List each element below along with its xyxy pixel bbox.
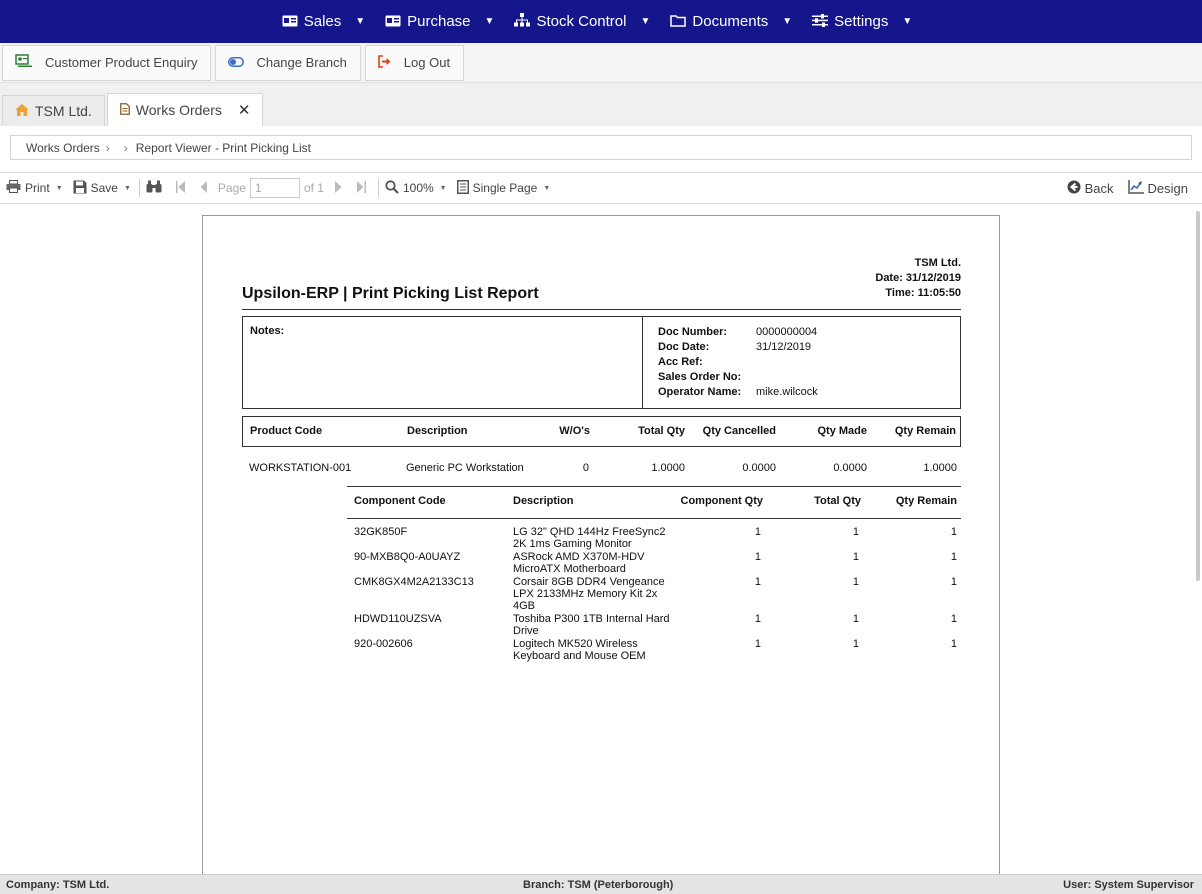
component-qty: 1 <box>754 526 761 538</box>
component-code: 32GK850F <box>354 526 408 538</box>
magnifier-icon <box>385 180 399 197</box>
component-qty: 1 <box>754 613 761 625</box>
design-button[interactable] <box>1128 180 1188 197</box>
design-label: Design <box>1147 180 1188 196</box>
single-page-icon <box>457 180 469 197</box>
caret-down-icon: ▼ <box>123 184 131 192</box>
toolbar-right <box>1067 173 1202 203</box>
page-count <box>304 181 324 195</box>
component-qty-remain: 1 <box>950 526 957 538</box>
zoom-dropdown[interactable] <box>385 180 447 197</box>
status-bar <box>0 874 1202 894</box>
product-qty-remain: 1.0000 <box>923 462 957 474</box>
component-total-qty: 1 <box>852 551 859 563</box>
product-qty-cancelled: 0.0000 <box>742 462 776 474</box>
document-icon <box>120 103 130 118</box>
header-qty-remain: Qty Remain <box>894 425 956 437</box>
header-wos: W/O's <box>559 425 590 437</box>
next-page-icon <box>334 181 342 196</box>
previous-page-button[interactable] <box>200 181 246 196</box>
product-qty-made: 0.0000 <box>833 462 867 474</box>
caret-down-icon: ▼ <box>355 16 366 27</box>
breadcrumb-separator: › <box>123 140 128 155</box>
home-icon <box>15 104 29 119</box>
user-product-icon <box>15 54 33 71</box>
component-total-qty: 1 <box>852 613 859 625</box>
tab-strip <box>0 83 1202 126</box>
caret-down-icon: ▼ <box>484 16 495 27</box>
component-code: 90-MXB8Q0-A0UAYZ <box>354 551 461 563</box>
header-qty-cancelled: Qty Cancelled <box>702 425 776 437</box>
change-branch-button[interactable] <box>215 45 360 81</box>
caret-down-icon: ▼ <box>782 16 793 27</box>
change-branch-label: Change Branch <box>256 55 347 70</box>
toggle-icon <box>228 55 244 70</box>
log-out-button[interactable] <box>365 45 464 81</box>
tab-home[interactable] <box>2 95 105 126</box>
component-description: Logitech MK520 Wireless Keyboard and Mouse OEM <box>513 638 646 662</box>
doc-date-value: 31/12/2019 <box>756 341 812 353</box>
save-button[interactable] <box>73 180 131 197</box>
id-card-icon <box>385 14 401 30</box>
component-qty: 1 <box>754 576 761 588</box>
component-description: ASRock AMD X370M-HDV MicroATX Motherboard <box>513 551 645 575</box>
nav-purchase[interactable] <box>385 13 502 30</box>
customer-product-enquiry-button[interactable] <box>2 45 211 81</box>
caret-down-icon: ▼ <box>439 184 447 192</box>
log-out-label: Log Out <box>403 55 451 70</box>
component-qty: 1 <box>754 638 761 650</box>
component-description: Corsair 8GB DDR4 Vengeance LPX 2133MHz Memory Kit 2x 4GB <box>513 576 665 612</box>
printer-icon <box>6 180 21 196</box>
nav-stock-control-label: Stock Control <box>536 13 627 30</box>
nav-stock-control[interactable] <box>514 13 658 30</box>
nav-sales[interactable] <box>282 13 373 30</box>
operator-name-value: mike.wilcock <box>756 386 818 398</box>
component-total-qty: 1 <box>852 638 859 650</box>
report-company-block <box>875 256 961 301</box>
id-card-icon <box>282 14 298 30</box>
notes-label: Notes: <box>250 325 285 337</box>
report-page <box>202 215 1000 874</box>
product-wos: 0 <box>582 462 589 474</box>
sitemap-icon <box>514 13 530 30</box>
nav-documents-label: Documents <box>692 13 769 30</box>
component-description: Toshiba P300 1TB Internal Hard Drive <box>513 613 670 637</box>
component-total-qty: 1 <box>852 526 859 538</box>
breadcrumb-separator: › <box>105 140 110 155</box>
notes-divider <box>642 317 643 408</box>
component-qty-remain: 1 <box>950 638 957 650</box>
report-time: Time: 11:05:50 <box>885 287 961 299</box>
product-total-qty: 1.0000 <box>651 462 685 474</box>
component-qty: 1 <box>754 551 761 563</box>
product-row <box>242 462 961 478</box>
component-qty-remain: 1 <box>950 613 957 625</box>
print-button[interactable] <box>6 180 63 196</box>
header-component-total-qty: Total Qty <box>814 495 861 507</box>
nav-sales-label: Sales <box>303 13 342 30</box>
top-navigation <box>0 0 1202 43</box>
title-underline <box>242 309 961 310</box>
nav-settings[interactable] <box>812 13 920 30</box>
save-label: Save <box>90 181 118 195</box>
header-component-qty-remain: Qty Remain <box>895 495 957 507</box>
doc-info <box>658 325 818 400</box>
report-date: Date: 31/12/2019 <box>875 272 961 284</box>
component-total-qty: 1 <box>852 576 859 588</box>
view-mode-dropdown[interactable] <box>457 180 551 197</box>
page-label: Page <box>217 181 246 195</box>
next-page-button[interactable] <box>334 181 346 196</box>
floppy-disk-icon <box>73 180 87 197</box>
header-product-code: Product Code <box>250 425 323 437</box>
component-qty-remain: 1 <box>950 551 957 563</box>
component-code: CMK8GX4M2A2133C13 <box>354 576 474 588</box>
caret-down-icon: ▼ <box>640 16 651 27</box>
report-title: Upsilon-ERP | Print Picking List Report <box>242 285 539 302</box>
component-table-header <box>347 486 961 519</box>
toolbar-divider <box>139 179 140 197</box>
doc-number-value: 0000000004 <box>756 326 818 338</box>
page-count-label: of 1 <box>303 181 324 195</box>
previous-page-icon <box>200 181 208 196</box>
component-description: LG 32" QHD 144Hz FreeSync2 2K 1ms Gaming Monitor <box>513 526 666 550</box>
component-code: 920-002606 <box>354 638 413 650</box>
print-label: Print <box>25 181 50 195</box>
breadcrumb-works-orders[interactable]: Works Orders <box>26 140 100 155</box>
zoom-value: 100% <box>402 181 434 195</box>
caret-down-icon: ▼ <box>543 184 551 192</box>
view-mode-label: Single Page <box>472 181 538 195</box>
notes-box <box>242 316 961 409</box>
header-component-code: Component Code <box>354 495 446 507</box>
report-viewer <box>0 205 1202 874</box>
product-code: WORKSTATION-001 <box>249 462 352 474</box>
doc-date-label: Doc Date: <box>658 341 710 353</box>
vertical-scrollbar[interactable] <box>1196 211 1200 581</box>
last-page-button[interactable] <box>356 181 370 196</box>
header-description: Description <box>407 425 468 437</box>
caret-down-icon: ▼ <box>55 184 63 192</box>
back-label: Back <box>1084 180 1114 196</box>
sales-order-label: Sales Order No: <box>658 371 742 383</box>
nav-purchase-label: Purchase <box>407 13 471 30</box>
first-page-button[interactable] <box>176 181 190 196</box>
product-description: Generic PC Workstation <box>406 462 524 474</box>
back-button[interactable] <box>1067 180 1114 197</box>
toolbar-divider <box>378 179 379 197</box>
operator-name-label: Operator Name: <box>658 386 742 398</box>
last-page-icon <box>356 181 366 196</box>
back-circle-icon <box>1067 180 1081 197</box>
customer-product-enquiry-label: Customer Product Enquiry <box>45 55 198 70</box>
nav-settings-label: Settings <box>834 13 889 30</box>
page-number-input[interactable] <box>250 178 300 198</box>
action-bar <box>0 43 1202 83</box>
close-icon[interactable]: ✕ <box>237 102 251 119</box>
header-qty-made: Qty Made <box>817 425 867 437</box>
content-area <box>0 126 1202 874</box>
sliders-icon <box>812 14 828 30</box>
breadcrumb <box>10 135 1192 160</box>
product-table-header <box>242 416 961 447</box>
header-total-qty: Total Qty <box>638 425 685 437</box>
component-qty-remain: 1 <box>950 576 957 588</box>
header-component-qty: Component Qty <box>680 495 763 507</box>
design-icon <box>1128 180 1144 197</box>
doc-number-label: Doc Number: <box>658 326 728 338</box>
header-component-description: Description <box>513 495 574 507</box>
component-code: HDWD110UZSVA <box>354 613 442 625</box>
tab-home-label: TSM Ltd. <box>35 103 92 119</box>
nav-documents[interactable] <box>670 13 800 30</box>
tab-works-orders[interactable] <box>107 93 264 126</box>
acc-ref-label: Acc Ref: <box>658 356 703 368</box>
breadcrumb-report-viewer: Report Viewer - Print Picking List <box>135 140 311 155</box>
status-user: User: System Supervisor <box>1063 879 1194 891</box>
folder-icon <box>670 14 686 30</box>
first-page-icon <box>176 181 186 196</box>
caret-down-icon: ▼ <box>902 16 913 27</box>
find-button[interactable] <box>146 180 166 196</box>
status-branch: Branch: TSM (Peterborough) <box>523 879 674 891</box>
sign-out-icon <box>378 55 392 71</box>
tab-works-orders-label: Works Orders <box>135 102 222 118</box>
report-company: TSM Ltd. <box>914 257 961 269</box>
binoculars-icon <box>146 180 162 196</box>
report-toolbar <box>0 172 1202 204</box>
status-company: Company: TSM Ltd. <box>6 879 110 891</box>
